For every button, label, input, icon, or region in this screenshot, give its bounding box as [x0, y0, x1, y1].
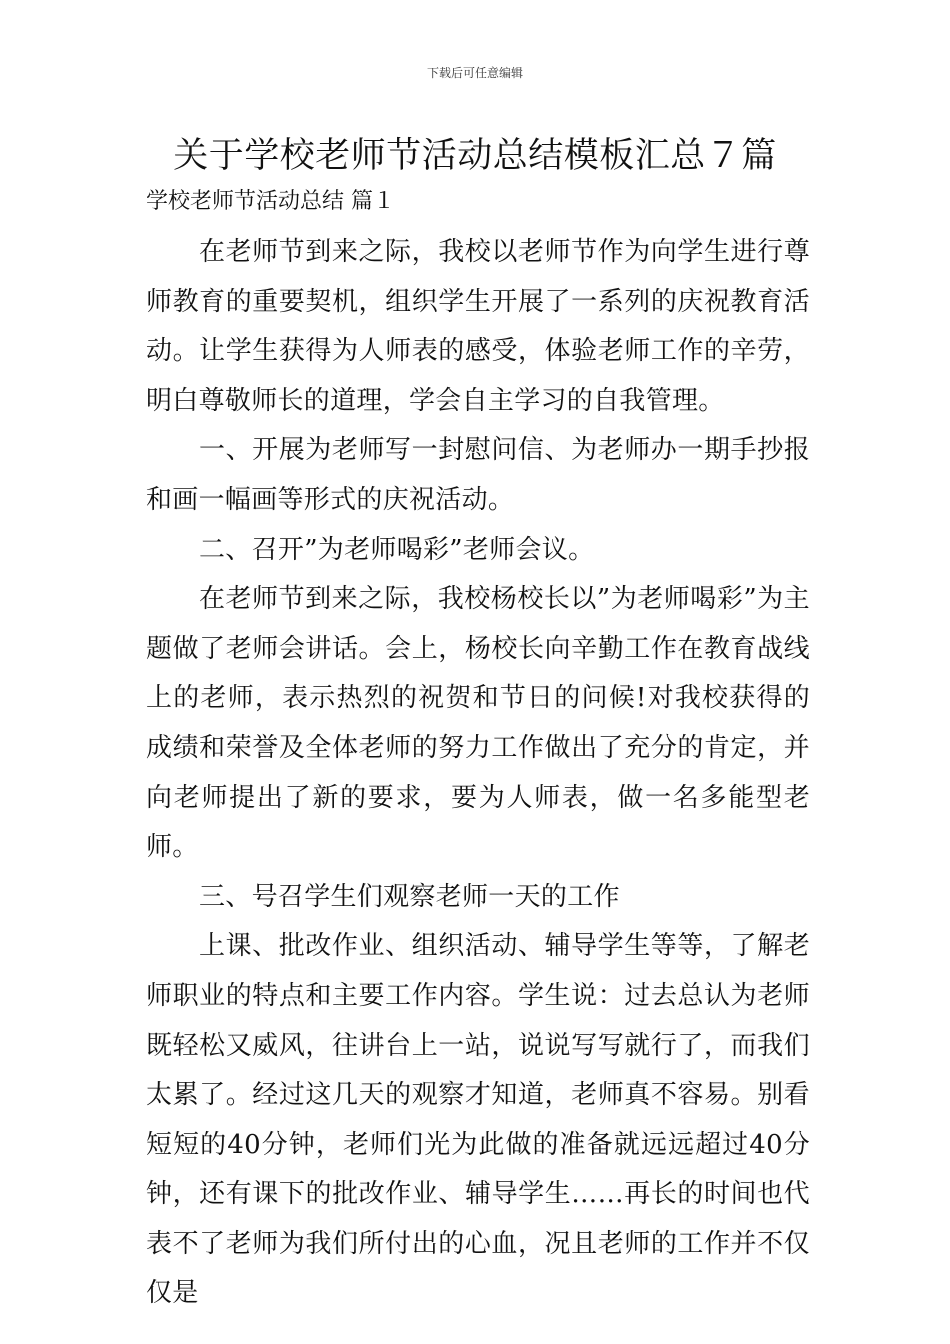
paragraph-intro: 在老师节到来之际，我校以老师节作为向学生进行尊师教育的重要契机，组织学生开展了一系列的庆祝教育活动。让学生获得为人师表的感受，体验老师工作的辛劳，明白尊敬师长的道理，学会自主学习的自我管理。	[146, 237, 810, 416]
paragraph-item-one: 一、开展为老师写一封慰问信、为老师办一期手抄报和画一幅画等形式的庆祝活动。	[146, 435, 810, 515]
document-title: 关于学校老师节活动总结模板汇总７篇	[173, 136, 777, 176]
paragraph-principal-speech: 在老师节到来之际，我校杨校长以”为老师喝彩”为主题做了老师会讲话。会上，杨校长向辛勤工作在教育战线上的老师，表示热烈的祝贺和节日的问候!对我校获得的成绩和荣誉及全体老师的努力工作做出了充分的肯定，并向老师提出了新的要求，要为人师表，做一名多能型老师。	[146, 584, 810, 863]
paragraph-item-three: 三、号召学生们观察老师一天的工作	[199, 881, 620, 912]
document-body	[146, 228, 810, 1319]
page-header-note: 下载后可任意编辑	[426, 66, 523, 80]
paragraph-item-two: 二、召开”为老师喝彩”老师会议。	[199, 534, 595, 565]
section-heading: 学校老师节活动总结 篇１	[146, 189, 395, 214]
paragraph-observation: 上课、批改作业、组织活动、辅导学生等等，了解老师职业的特点和主要工作内容。学生说：过去总认为老师既轻松又威风，往讲台上一站，说说写写就行了，而我们太累了。经过这几天的观察才知道，老师真不容易。别看短短的40分钟，老师们光为此做的准备就远远超过40分钟，还有课下的批改作业、辅导学生……再长的时间也代表不了老师为我们所付出的心血，况且老师的工作并不仅仅是	[146, 931, 810, 1309]
